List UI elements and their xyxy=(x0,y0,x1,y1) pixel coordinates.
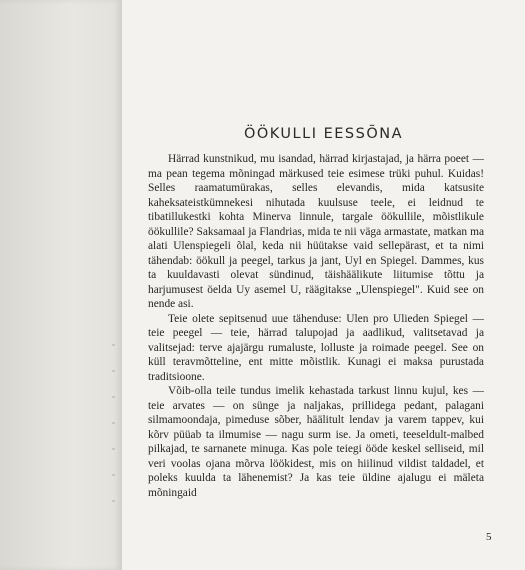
page-edge-marks xyxy=(112,320,115,520)
chapter-title: ÖÖKULLI EESSÕNA xyxy=(243,126,403,142)
paragraph-1: Härrad kunstnikud, mu isandad, härrad kirjastajad, ja härra poeet — ma pean tegema mõningad märkused teie esimese trüki puhul. Kuidas! Selles raamatumürakas, selles elevandis, mida katsusite kaheksateistkümnekesi nihutada kuulsuse teele, ei leidnud te tibatillukestki kohta Minerva linnule, targale öökullile, mõistlikule öökullile? Saksamaal ja Flandrias, mida te nii väga armastate, matkan ma alati Ulenspiegeli õlal, keda nii hüütakse vaid sellepärast, et ta nimi tähendab: öökull ja peegel, tarkus ja jant, Uyl en Spiegel. Dammes, kus ta kuuldavasti olevat sündinud, täishäälikute liitumise tõttu ja harjumusest öelda Uy asemel U, räägitakse „Ulenspiegel". Kuid see on nende asi. xyxy=(148,153,484,310)
book-page xyxy=(122,0,525,570)
previous-page-edge xyxy=(0,0,123,570)
paragraph-3: Võib-olla teile tundus imelik kehastada tarkust linnu kujul, kes — teie arvates — on sünge ja naljakas, prillidega pedant, palagani silmamoondaja, pimeduse sõber, häälitult lendav ja varem tappev, kui kõrv püüab ta ilmumise — nagu surm ise. Ja ometi, teeseldult-malbed pilkajad, te sarnanete minuga. Kas pole teiegi ööde keskel selliseid, mil veri voolas ojana mõrva löökidest, mis on hiilinud vildist taldadel, et poleks kuulda ta lähenemist? Ja kas teie üldine ajalugu ei mäleta mõningaid xyxy=(148,385,484,499)
body-text xyxy=(148,152,484,500)
page-number: 5 xyxy=(486,531,492,543)
paragraph-2: Teie olete sepitsenud uue tähenduse: Ulen pro Ulieden Spiegel — teie peegel — teie, härrad talupojad ja aadlikud, valitsetavad ja valitsejad: terve ajajärgu rumaluste, lolluste ja roimade peegel. See on küll teravmõtteline, ent mitte mõistlik. Kunagi ei maksa purustada traditsioone. xyxy=(148,312,484,383)
